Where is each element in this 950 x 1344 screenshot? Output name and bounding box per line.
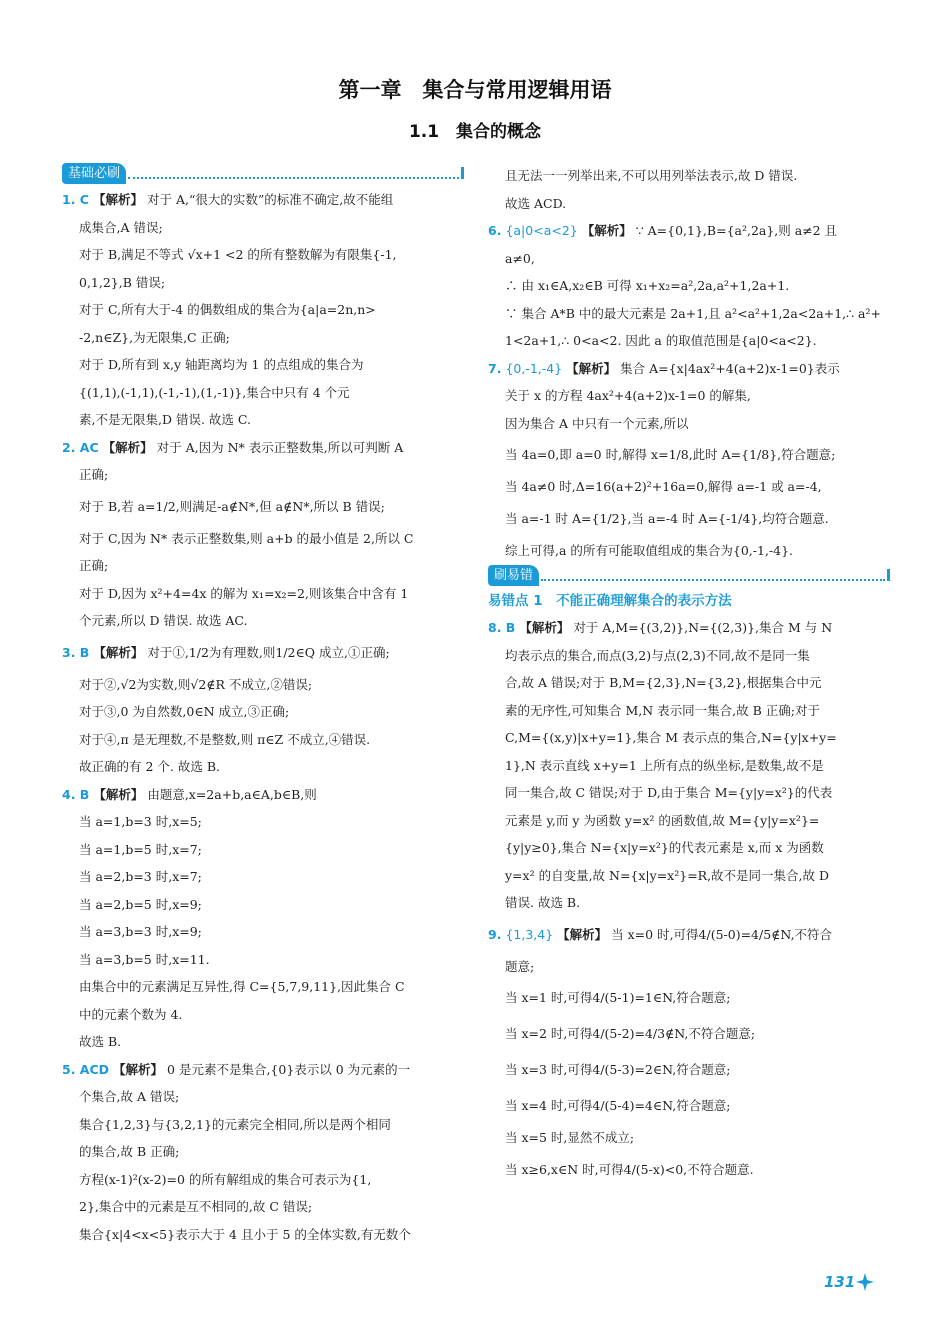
line-text: 当 a=3,b=5 时,x=11. — [79, 951, 210, 967]
line-text: 当 x≥6,x∈N 时,可得4/(5-x)<0,不符合题意. — [505, 1161, 754, 1177]
line-text: 错误. 故选 B. — [505, 895, 581, 910]
line-text: 对于 A,“很大的实数”的标准不确定,故不能组 — [146, 192, 394, 207]
solution-line — [62, 863, 464, 891]
question-number: 8. B — [488, 620, 516, 635]
solution-line — [62, 753, 464, 781]
line-text: 当 4a≠0 时,Δ=16(a+2)²+16a=0,解得 a=-1 或 a=-4, — [505, 479, 822, 494]
solution-line — [488, 382, 890, 410]
line-text: 正确; — [79, 467, 109, 482]
solution-line — [62, 525, 464, 553]
line-text: 元素是 y,而 y 为函数 y=x² 的函数值,故 M={y|y=x²}= — [505, 812, 820, 828]
solution-line — [62, 1166, 464, 1194]
solution-line — [488, 473, 890, 501]
line-text: 集合{1,2,3}与{3,2,1}的元素完全相同,所以是两个相同 — [79, 1116, 391, 1132]
solution-line — [62, 296, 464, 324]
line-text: 对于 C,所有大于-4 的偶数组成的集合为{a|a=2n,n> — [79, 302, 376, 317]
solution-line — [488, 1152, 890, 1188]
solution-line — [488, 1016, 890, 1052]
solution-line — [488, 190, 890, 218]
line-text: 中的元素个数为 4. — [79, 1006, 183, 1022]
solution-line — [62, 351, 464, 379]
line-text: 因为集合 A 中只有一个元素,所以 — [505, 415, 689, 431]
line-text: {y|y≥0},集合 N={x|y=x²}的代表元素是 x,而 x 为函数 — [505, 840, 824, 855]
solution-line — [488, 697, 890, 725]
solution-line — [62, 726, 464, 754]
solution-line — [62, 973, 464, 1001]
line-text: 均表示点的集合,而点(3,2)与点(2,3)不同,故不是同一集 — [505, 647, 810, 663]
solution-line — [488, 327, 890, 355]
line-text: 当 x=2 时,可得4/(5-2)=4/3∉N,不符合题意; — [505, 1026, 756, 1041]
line-text: 1<2a+1,∴ 0<a<2. 因此 a 的取值范围是{a|0<a<2}. — [505, 333, 817, 348]
question-answer-line — [488, 917, 890, 953]
question-answer-line — [62, 434, 464, 462]
page-number — [824, 1272, 875, 1292]
section-bar-label: 基础必刷 — [62, 163, 126, 184]
solution-line — [488, 501, 890, 537]
line-text: 综上可得,a 的所有可能取值组成的集合为{0,-1,-4}. — [505, 542, 794, 558]
line-text: ∵ 集合 A*B 中的最大元素是 2a+1,且 a²<a²+1,2a<2a+1,∴ a²+ — [505, 305, 881, 321]
solution-line — [62, 379, 464, 407]
solution-lines — [62, 186, 464, 1248]
line-text: 当 x=5 时,显然不成立; — [505, 1130, 635, 1145]
line-text: y=x² 的自变量,故 N={x|y=x²}=R,故不是同一集合,故 D — [505, 867, 830, 883]
divider-end — [461, 167, 464, 179]
solution-line — [62, 489, 464, 525]
solution-line — [62, 891, 464, 919]
analysis-tag: 【解析】 — [102, 439, 153, 455]
question-answer-line — [488, 614, 890, 642]
line-text: ∵ A={0,1},B={a²,2a},则 a≠2 且 — [635, 223, 838, 238]
line-text: 关于 x 的方程 4ax²+4(a+2)x-1=0 的解集, — [505, 388, 751, 403]
solution-line — [488, 669, 890, 697]
line-text: 对于 C,因为 N* 表示正整数集,则 a+b 的最小值是 2,所以 C — [79, 530, 414, 546]
divider — [128, 167, 459, 179]
line-text: 对于 B,满足不等式 √x+1 <2 的所有整数解为有限集{-1, — [79, 247, 397, 262]
solution-line — [488, 980, 890, 1016]
question-number: 4. B — [62, 786, 90, 802]
solution-line — [488, 245, 890, 273]
divider — [541, 569, 885, 581]
solution-line — [62, 1001, 464, 1029]
line-text: 当 x=4 时,可得4/(5-4)=4∈N,符合题意; — [505, 1098, 731, 1113]
line-text: 对于 A,M={(3,2)},N={(2,3)},集合 M 与 N — [573, 620, 833, 635]
chapter-title: 第一章 集合与常用逻辑用语 — [338, 78, 612, 102]
solution-line — [62, 241, 464, 269]
line-text: 当 a=2,b=3 时,x=7; — [79, 869, 202, 884]
line-text: 正确; — [79, 558, 109, 573]
solution-line — [62, 808, 464, 836]
solution-line — [62, 406, 464, 434]
line-text: 个集合,故 A 错误; — [79, 1089, 180, 1104]
question-answer-line — [62, 635, 464, 671]
solution-line — [62, 324, 464, 352]
solution-line — [62, 946, 464, 974]
line-text: 且无法一一列举出来,不可以用列举法表示,故 D 错误. — [505, 168, 798, 183]
solution-line — [62, 214, 464, 242]
solution-line — [488, 642, 890, 670]
line-text: 个元素,所以 D 错误. 故选 AC. — [79, 613, 248, 628]
analysis-tag: 【解析】 — [113, 1061, 164, 1077]
solution-line — [62, 1138, 464, 1166]
analysis-tag: 【解析】 — [519, 620, 570, 635]
solution-line — [488, 1088, 890, 1124]
line-text: 由集合中的元素满足互异性,得 C={5,7,9,11},因此集合 C — [79, 979, 405, 994]
line-text: 集合{x|4<x<5}表示大于 4 且小于 5 的全体实数,有无数个 — [79, 1226, 411, 1242]
solution-line — [62, 1028, 464, 1056]
line-text: 0,1,2},B 错误; — [79, 274, 166, 290]
line-text: 故正确的有 2 个. 故选 B. — [79, 759, 220, 774]
solution-line — [62, 580, 464, 608]
question-number: 5. ACD — [62, 1061, 110, 1077]
section-bar-label: 刷易错 — [488, 565, 539, 586]
analysis-tag: 【解析】 — [93, 786, 144, 802]
question-answer-line — [488, 355, 890, 383]
question-answer-line — [62, 781, 464, 809]
line-text: C,M={(x,y)|x+y=1},集合 M 表示点的集合,N={y|x+y= — [505, 730, 837, 745]
line-text: 当 4a=0,即 a=0 时,解得 x=1/8,此时 A={1/8},符合题意; — [505, 447, 836, 462]
solution-line — [62, 269, 464, 297]
analysis-tag: 【解析】 — [557, 926, 608, 942]
solution-line — [62, 1221, 464, 1249]
answer-value: {0,-1,-4} — [505, 360, 563, 376]
line-text: 对于 B,若 a=1/2,则满足-a∉N*,但 a∉N*,所以 B 错误; — [79, 498, 385, 514]
solution-line — [62, 698, 464, 726]
line-text: 当 a=1,b=5 时,x=7; — [79, 841, 202, 857]
solution-line — [62, 1111, 464, 1139]
question-answer-line — [62, 186, 464, 214]
line-text: 对于①,1/2为有理数,则1/2∈Q 成立,①正确; — [147, 644, 390, 660]
line-text: 0 是元素不是集合,{0}表示以 0 为元素的一 — [167, 1061, 411, 1077]
question-number: 9. — [488, 926, 502, 942]
solution-line — [62, 607, 464, 635]
mistake-heading: 易错点 1 不能正确理解集合的表示方法 — [488, 593, 732, 609]
solution-line — [488, 724, 890, 752]
solution-line — [62, 671, 464, 699]
line-text: 同一集合,故 C 错误;对于 D,由于集合 M={y|y=x²}的代表 — [505, 785, 833, 800]
solution-line — [488, 1124, 890, 1152]
line-text: {(1,1),(-1,1),(-1,-1),(1,-1)},集合中只有 4 个元 — [79, 384, 350, 400]
line-text: 当 a=1,b=3 时,x=5; — [79, 814, 202, 829]
solution-line — [62, 552, 464, 580]
question-answer-line — [62, 1056, 464, 1084]
line-text: 故选 ACD. — [505, 195, 567, 211]
solution-line — [488, 537, 890, 565]
analysis-tag: 【解析】 — [93, 644, 144, 660]
page-number-text: 131 — [824, 1273, 856, 1291]
line-text: 对于②,√2为实数,则√2∉R 不成立,②错误; — [79, 676, 313, 692]
line-text: 对于④,π 是无理数,不是整数,则 π∈Z 不成立,④错误. — [79, 731, 371, 747]
section-bar-mistakes — [488, 564, 890, 586]
line-text: 素,不是无限集,D 错误. 故选 C. — [79, 412, 251, 427]
line-text: 2},集合中的元素是互不相同的,故 C 错误; — [79, 1199, 313, 1214]
line-text: 故选 B. — [79, 1034, 122, 1049]
divider-end — [887, 569, 890, 581]
question-answer-line — [488, 217, 890, 245]
solution-line — [488, 1052, 890, 1088]
solution-line — [488, 410, 890, 438]
solution-line — [488, 889, 890, 917]
line-text: 对于 D,因为 x²+4=4x 的解为 x₁=x₂=2,则该集合中含有 1 — [79, 585, 409, 601]
question-number: 1. C — [62, 192, 89, 207]
question-number: 7. — [488, 360, 502, 376]
line-text: 当 x=3 时,可得4/(5-3)=2∈N,符合题意; — [505, 1062, 731, 1077]
solution-lines — [488, 162, 890, 564]
line-text: 由题意,x=2a+b,a∈A,b∈B,则 — [147, 786, 317, 802]
line-text: 当 a=2,b=5 时,x=9; — [79, 896, 202, 912]
line-text: 当 a=-1 时 A={1/2},当 a=-4 时 A={-1/4},均符合题意. — [505, 510, 829, 526]
solution-line — [488, 834, 890, 862]
line-text: 集合 A={x|4ax²+4(a+2)x-1=0}表示 — [620, 360, 840, 376]
line-text: 题意; — [505, 958, 535, 974]
solution-line — [488, 752, 890, 780]
line-text: 方程(x-1)²(x-2)=0 的所有解组成的集合可表示为{1, — [79, 1171, 372, 1187]
line-text: 1},N 表示直线 x+y=1 上所有点的纵坐标,是数集,故不是 — [505, 757, 824, 773]
solution-line — [488, 862, 890, 890]
line-text: 当 x=1 时,可得4/(5-1)=1∈N,符合题意; — [505, 990, 731, 1005]
analysis-tag: 【解析】 — [566, 360, 617, 376]
solution-line — [488, 300, 890, 328]
line-text: -2,n∈Z},为无限集,C 正确; — [79, 329, 230, 345]
question-number: 3. B — [62, 644, 90, 660]
question-number: 6. — [488, 223, 502, 238]
solution-line — [62, 918, 464, 946]
line-text: 当 x=0 时,可得4/(5-0)=4/5∉N,不符合 — [611, 926, 833, 942]
line-text: ∴ 由 x₁∈A,x₂∈B 可得 x₁+x₂=a²,2a,a²+1,2a+1. — [505, 278, 790, 293]
answer-value: {a|0<a<2} — [505, 223, 578, 238]
solution-line — [488, 437, 890, 473]
solution-line — [62, 836, 464, 864]
solution-line — [62, 1083, 464, 1111]
answer-value: {1,3,4} — [505, 926, 554, 942]
left-column — [62, 162, 464, 1248]
question-number: 2. AC — [62, 439, 99, 455]
star-icon — [855, 1272, 875, 1292]
line-text: 的集合,故 B 正确; — [79, 1144, 180, 1159]
solution-line — [488, 807, 890, 835]
solution-line — [488, 272, 890, 300]
solution-line — [488, 953, 890, 981]
solution-line — [488, 162, 890, 190]
solution-lines — [488, 614, 890, 1188]
analysis-tag: 【解析】 — [92, 192, 143, 207]
line-text: 对于③,0 为自然数,0∈N 成立,③正确; — [79, 704, 290, 719]
section-title: 1.1 集合的概念 — [408, 122, 542, 142]
line-text: 对于 D,所有到 x,y 轴距离均为 1 的点组成的集合为 — [79, 357, 364, 372]
analysis-tag: 【解析】 — [581, 223, 632, 238]
line-text: 对于 A,因为 N* 表示正整数集,所以可判断 A — [156, 439, 404, 455]
line-text: 成集合,A 错误; — [79, 219, 163, 235]
line-text: 当 a=3,b=3 时,x=9; — [79, 924, 202, 939]
right-column — [488, 162, 890, 1188]
line-text: a≠0, — [505, 250, 535, 266]
solution-line — [488, 779, 890, 807]
line-text: 合,故 A 错误;对于 B,M={2,3},N={3,2},根据集合中元 — [505, 675, 822, 690]
solution-line — [62, 1193, 464, 1221]
line-text: 素的无序性,可知集合 M,N 表示同一集合,故 B 正确;对于 — [505, 702, 820, 718]
section-bar-basic — [62, 162, 464, 184]
solution-line — [62, 461, 464, 489]
